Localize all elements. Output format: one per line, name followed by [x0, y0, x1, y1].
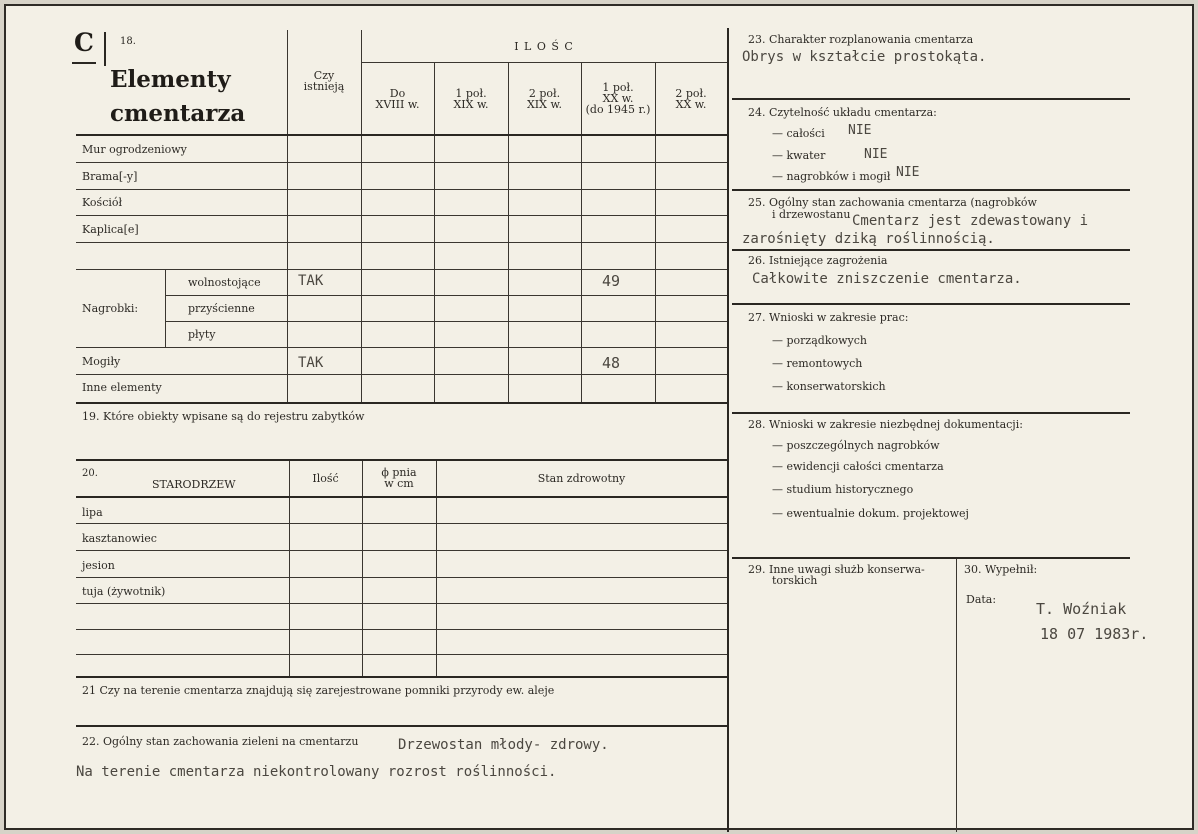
- section-22-typed-1: Drzewostan młody- zdrowy.: [398, 737, 609, 753]
- mogily-count-value: 48: [602, 354, 621, 372]
- mogily-exists-value: TAK: [298, 355, 324, 371]
- row-plyty: płyty: [188, 328, 216, 341]
- section-number: 18.: [120, 36, 136, 47]
- row-mogily: Mogiły: [82, 355, 121, 368]
- works-renovation: — remontowych: [772, 357, 863, 370]
- row-wolnostojace: wolnostojące: [188, 276, 261, 289]
- tree-row-jesion: jesion: [82, 559, 115, 572]
- section-29-label-1: 29. Inne uwagi służb konserwa-: [748, 563, 925, 576]
- starodrzew-header: STARODRZEW: [152, 478, 236, 491]
- readability-whole-value: NIE: [848, 123, 872, 138]
- starodrzew-pnia-header: ϕ pnia w cm: [381, 466, 417, 490]
- section-25-typed-2: zarośnięty dziką roślinnością.: [742, 231, 995, 247]
- section-29-label-2: torskich: [772, 574, 818, 587]
- section-letter: C: [74, 28, 94, 57]
- ilosc-header: I L O Ś C: [514, 40, 574, 53]
- doc-project: — ewentualnie dokum. projektowej: [772, 507, 969, 520]
- section-20-number: 20.: [82, 468, 98, 479]
- section-28-label: 28. Wnioski w zakresie niezbędnej dokumentacji:: [748, 418, 1023, 431]
- inventory-card: [4, 4, 1194, 830]
- wolnostojace-count-value: 49: [602, 272, 621, 290]
- tree-row-tuja: tuja (żywotnik): [82, 585, 166, 598]
- section-25-typed-1: Cmentarz jest zdewastowany i: [852, 213, 1089, 229]
- doc-graves: — poszczególnych nagrobków: [772, 439, 940, 452]
- col-header-2pol-xix: 2 poł. XIX w.: [526, 87, 563, 111]
- col-header-1pol-xx: 1 poł. XX w. (do 1945 r.): [585, 81, 651, 116]
- row-przyscienne: przyścienne: [188, 302, 255, 315]
- col-header-2pol-xx: 2 poł. XX w.: [675, 87, 707, 111]
- section-19-label: 19. Które obiekty wpisane są do rejestru zabytków: [82, 410, 365, 423]
- works-conservation: — konserwatorskich: [772, 380, 886, 393]
- works-ordering: — porządkowych: [772, 334, 867, 347]
- starodrzew-stan-header: Stan zdrowotny: [537, 472, 626, 485]
- doc-history: — studium historycznego: [772, 483, 914, 496]
- section-26-label: 26. Istniejące zagrożenia: [748, 254, 888, 267]
- section-26-typed: Całkowite zniszczenie cmentarza.: [752, 271, 1022, 287]
- filled-date: 18 07 1983r.: [1040, 625, 1149, 643]
- section-27-label: 27. Wnioski w zakresie prac:: [748, 311, 909, 324]
- row-kosciol: Kościół: [82, 196, 123, 209]
- section-24-label: 24. Czytelność układu cmentarza:: [748, 106, 937, 119]
- section-23-typed: Obrys w kształcie prostokąta.: [742, 49, 987, 65]
- table-title-line1: Elementy: [110, 66, 231, 93]
- readability-graves-label: — nagrobków i mogił: [772, 170, 891, 183]
- readability-quarters-label: — kwater: [772, 149, 826, 162]
- starodrzew-ilosc-header: Ilość: [312, 472, 339, 485]
- section-30-label: 30. Wypełnił:: [964, 563, 1038, 576]
- doc-records: — ewidencji całości cmentarza: [772, 460, 944, 473]
- section-25-label-2: i drzewostanu: [772, 208, 851, 221]
- date-label: Data:: [966, 593, 997, 606]
- col-header-do-xviii: Do XVIII w.: [375, 87, 420, 111]
- row-brama: Brama[-y]: [82, 170, 138, 183]
- section-21-label: 21 Czy na terenie cmentarza znajdują się zarejestrowane pomniki przyrody ew. aleje: [82, 684, 555, 697]
- exists-header: Czy istnieją: [303, 69, 345, 93]
- section-23-label: 23. Charakter rozplanowania cmentarza: [748, 33, 974, 46]
- col-header-1pol-xix: 1 poł. XIX w.: [453, 87, 489, 111]
- readability-whole-label: — całości: [772, 127, 825, 140]
- filled-by-name: T. Woźniak: [1036, 600, 1127, 618]
- row-nagrobki: Nagrobki:: [82, 302, 139, 315]
- section-22-label: 22. Ogólny stan zachowania zieleni na cmentarzu: [82, 735, 359, 748]
- wolnostojace-exists-value: TAK: [298, 273, 324, 289]
- readability-quarters-value: NIE: [864, 147, 888, 162]
- table-title-line2: cmentarza: [110, 100, 246, 127]
- row-inne: Inne elementy: [82, 381, 162, 394]
- section-22-typed-2: Na terenie cmentarza niekontrolowany rozrost roślinności.: [76, 764, 557, 780]
- tree-row-lipa: lipa: [82, 506, 103, 519]
- row-kaplica: Kaplica[e]: [82, 223, 139, 236]
- section-25-label-1: 25. Ogólny stan zachowania cmentarza (nagrobków: [748, 196, 1037, 209]
- row-mur: Mur ogrodzeniowy: [82, 143, 187, 156]
- tree-row-kasztanowiec: kasztanowiec: [82, 532, 157, 545]
- readability-graves-value: NIE: [896, 165, 920, 180]
